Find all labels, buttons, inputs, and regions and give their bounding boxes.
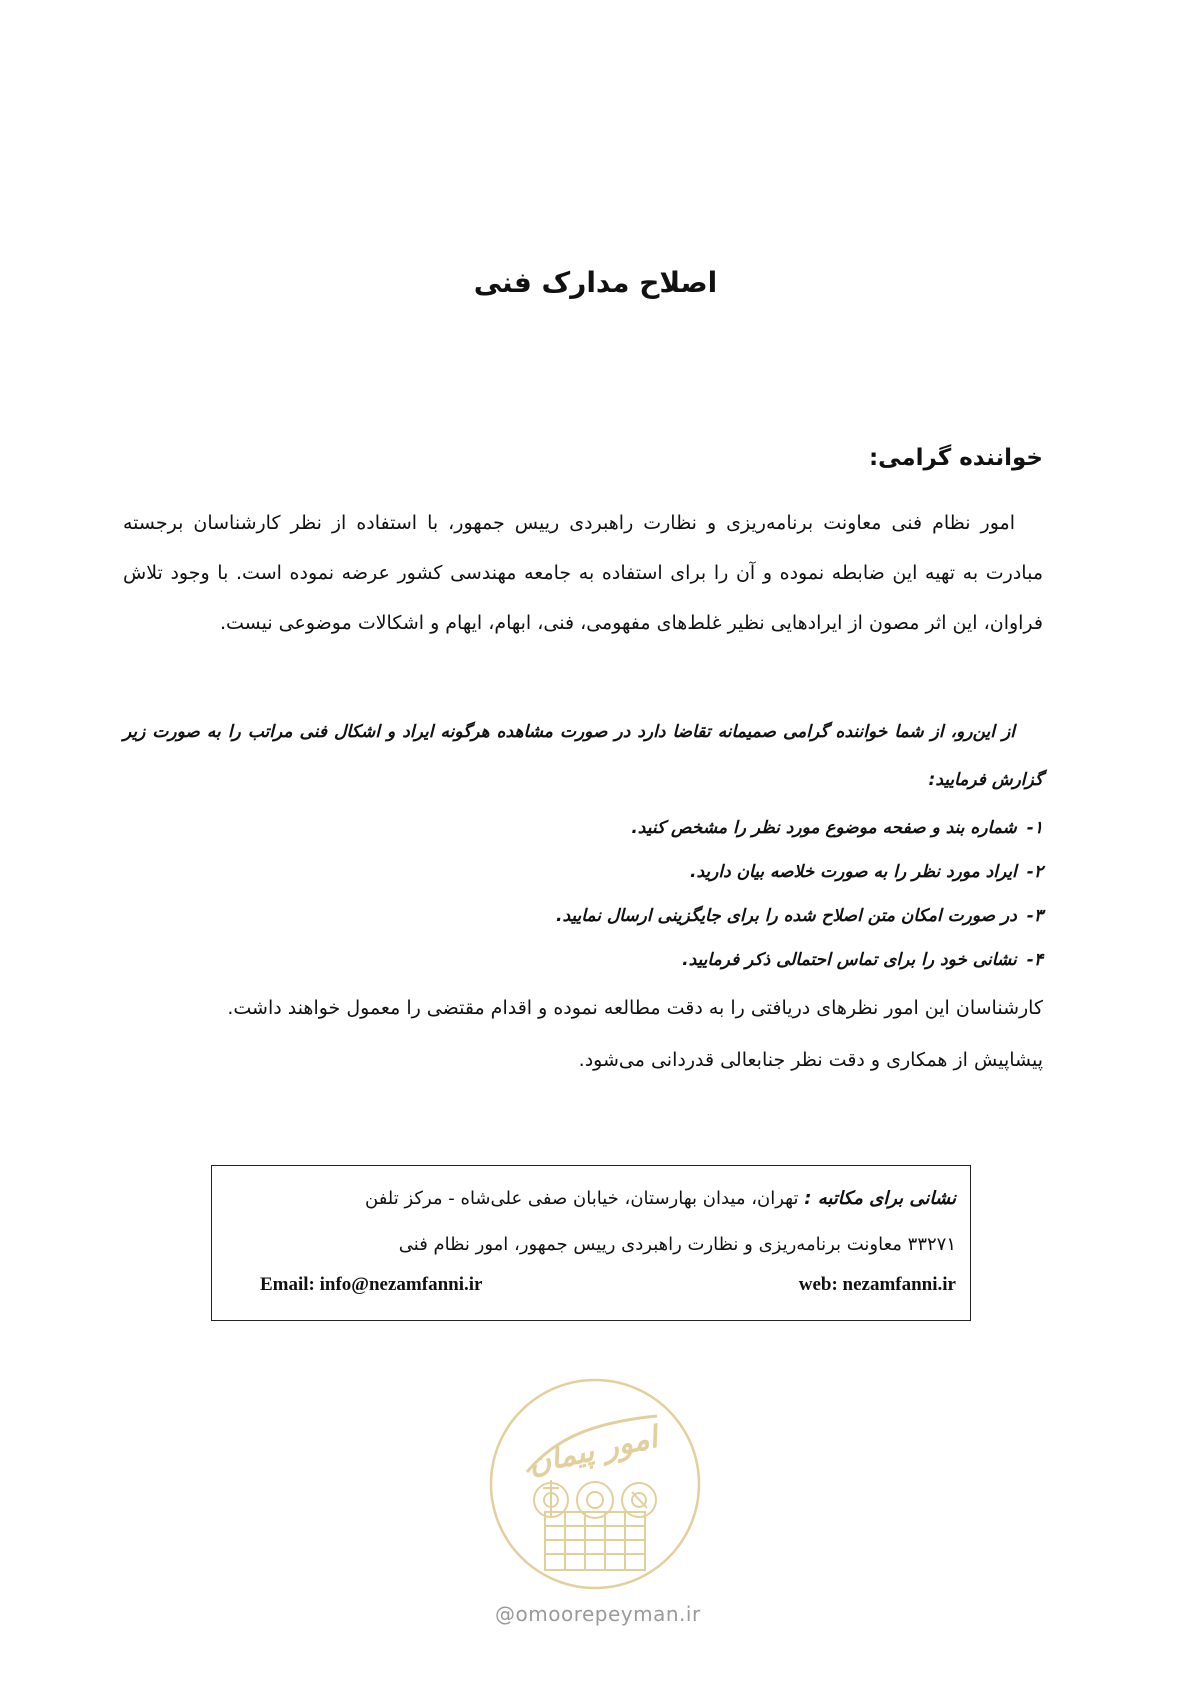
instruction-item — [556, 938, 1043, 982]
salutation: خواننده گرامی: — [868, 445, 1043, 471]
contact-email[interactable]: Email: info@nezamfanni.ir — [260, 1274, 483, 1295]
closing-line: کارشناسان این امور نظرهای دریافتی را به دقت مطالعه نموده و اقدام مقتضی را معمول خواهند داشت. — [227, 997, 1043, 1019]
contact-address: تهران، میدان بهارستان، خیابان صفی علی‌شاه - مرکز تلفن — [365, 1188, 799, 1209]
contact-address-line: ۳۳۲۷۱ معاونت برنامه‌ریزی و نظارت راهبردی رییس جمهور، امور نظام فنی — [398, 1234, 956, 1255]
closing-line: پیشاپیش از همکاری و دقت نظر جنابعالی قدردانی می‌شود. — [578, 1049, 1043, 1071]
instruction-item — [556, 806, 1043, 850]
instruction-text: ایراد مورد نظر را به صورت خلاصه بیان دارید. — [690, 862, 1017, 882]
seal-text: امور پیمان — [525, 1419, 661, 1482]
contact-web[interactable]: web: nezamfanni.ir — [798, 1274, 956, 1295]
instruction-number: ۲- — [1026, 862, 1043, 882]
document-title: اصلاح مدارک فنی — [473, 266, 718, 299]
instruction-number: ۳- — [1026, 906, 1043, 926]
request-paragraph: از این‌رو، از شما خواننده گرامی صمیمانه تقاضا دارد در صورت مشاهده هرگونه ایراد و اشکال فنی مراتب را به صورت زیر گزارش فرمایید: — [123, 722, 1043, 790]
instruction-text: در صورت امکان متن اصلاح شده را برای جایگزینی ارسال نمایید. — [556, 906, 1017, 926]
instruction-item — [556, 894, 1043, 938]
watermark-text: @omoorepeyman.ir — [495, 1602, 701, 1626]
omoorepeyman-seal-icon — [487, 1376, 703, 1592]
closing-section — [227, 982, 1043, 1086]
instruction-number: ۴- — [1026, 950, 1043, 970]
instruction-list — [556, 806, 1043, 982]
instruction-item — [556, 850, 1043, 894]
contact-box — [211, 1165, 971, 1321]
instruction-number: ۱- — [1026, 818, 1043, 838]
intro-paragraph: امور نظام فنی معاونت برنامه‌ریزی و نظارت راهبردی رییس جمهور، با استفاده از نظر کارشناسان برجسته مبادرت به تهیه این ضابطه نموده و آن را برای استفاده به جامعه مهندسی کشور عرضه نموده است. با وجود تلاش فراوان، این اثر مصون از ایرادهایی نظیر غلط‌های مفهومی، فنی، ابهام، ایهام و اشکالات موضوعی نیست. — [123, 512, 1043, 634]
instruction-text: شماره بند و صفحه موضوع مورد نظر را مشخص کنید. — [631, 818, 1017, 838]
contact-address-line — [365, 1188, 956, 1209]
contact-label: نشانی برای مکاتبه : — [804, 1188, 956, 1209]
instruction-text: نشانی خود را برای تماس احتمالی ذکر فرمایید. — [682, 950, 1017, 970]
